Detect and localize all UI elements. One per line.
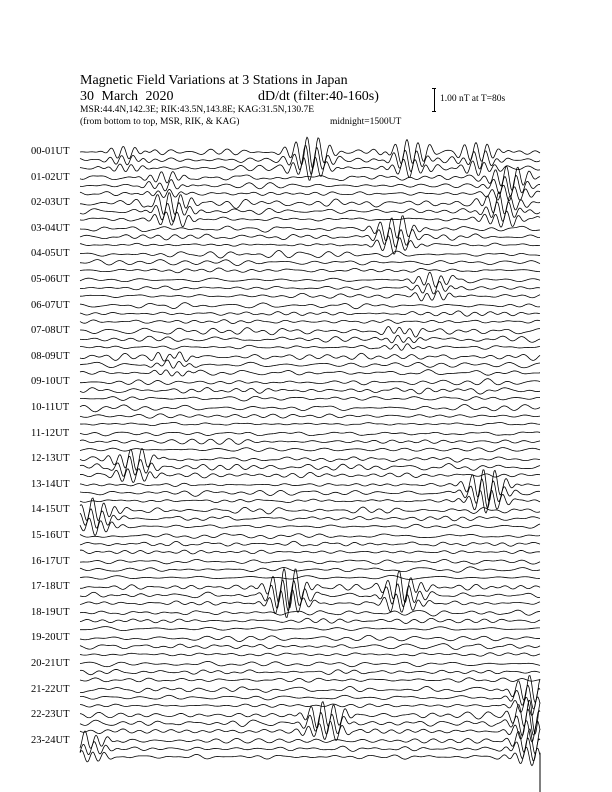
station-trace: [80, 479, 540, 508]
station-trace: [80, 590, 540, 618]
station-trace: [80, 360, 540, 368]
station-trace: [80, 370, 540, 376]
hour-label: 11-12UT: [31, 427, 70, 439]
hour-label: 04-05UT: [31, 248, 70, 260]
station-trace: [80, 469, 540, 483]
station-trace: [80, 405, 540, 412]
hour-label: 15-16UT: [31, 530, 70, 541]
station-trace: [80, 653, 540, 656]
station-trace: [80, 291, 540, 301]
station-trace: [80, 396, 540, 401]
station-trace: [80, 192, 540, 215]
station-trace: [80, 432, 540, 436]
hour-label: 16-17UT: [31, 555, 70, 567]
station-coordinates: MSR:44.4N,142.3E; RIK:43.5N,143.8E; KAG:31.5N,130.7E: [80, 105, 315, 115]
station-trace: [80, 236, 540, 254]
station-trace: [80, 575, 540, 579]
station-trace: [80, 618, 540, 623]
station-trace: [80, 550, 540, 554]
hour-label: 19-20UT: [31, 632, 70, 644]
station-trace: [80, 635, 540, 641]
station-trace: [80, 282, 540, 294]
station-trace: [80, 379, 540, 385]
hour-label: 06-07UT: [31, 299, 70, 311]
hour-label: 21-22UT: [31, 683, 70, 695]
station-trace: [80, 388, 540, 395]
scale-label: 1.00 nT at T=80s: [440, 94, 506, 104]
station-trace: [80, 610, 540, 616]
station-trace: [80, 344, 540, 350]
hour-label: 23-24UT: [31, 734, 70, 746]
filter-label: dD/dt (filter:40-160s): [258, 89, 379, 104]
station-trace: [80, 335, 540, 343]
station-trace: [80, 185, 540, 201]
hour-label: 18-19UT: [31, 606, 70, 618]
station-trace: [80, 541, 540, 546]
chart-date: 30 March 2020: [80, 89, 174, 104]
hour-label: 10-11UT: [31, 402, 70, 413]
station-trace: [80, 211, 540, 227]
hour-label: 12-13UT: [31, 453, 70, 465]
station-order-note: (from bottom to top, MSR, RIK, & KAG): [80, 117, 240, 127]
hour-label: 00-01UT: [31, 146, 70, 157]
station-trace: [80, 567, 540, 572]
station-trace: [80, 303, 540, 309]
chart-title: Magnetic Field Variations at 3 Stations in Japan: [80, 73, 348, 88]
hour-label: 22-23UT: [31, 709, 70, 721]
station-trace: [80, 260, 540, 266]
hour-label: 13-14UT: [31, 478, 70, 490]
hour-label: 17-18UT: [31, 581, 70, 593]
station-trace: [80, 320, 540, 324]
hour-label: 05-06UT: [31, 274, 70, 285]
station-trace: [80, 352, 540, 362]
station-trace: [80, 146, 540, 175]
station-trace: [80, 627, 540, 631]
hour-label: 01-02UT: [31, 171, 70, 183]
station-trace: [80, 268, 540, 273]
station-trace: [80, 414, 540, 418]
station-trace: [80, 439, 540, 445]
station-trace: [80, 448, 540, 452]
station-trace: [80, 661, 540, 666]
station-trace: [80, 644, 540, 650]
station-trace: [80, 251, 540, 258]
hour-label: 02-03UT: [31, 197, 70, 209]
station-trace: [80, 669, 540, 674]
station-trace: [80, 490, 540, 513]
hour-label: 03-04UT: [31, 222, 70, 234]
station-trace: [80, 272, 540, 287]
station-trace: [80, 534, 540, 539]
station-trace: [80, 559, 540, 564]
station-trace: [80, 327, 540, 338]
hour-label: 14-15UT: [31, 504, 70, 516]
station-trace: [80, 721, 540, 742]
hour-label: 07-08UT: [31, 325, 70, 337]
hour-label: 20-21UT: [31, 658, 70, 669]
station-trace: [80, 568, 540, 607]
station-trace: [80, 747, 540, 765]
midnight-note: midnight=1500UT: [330, 117, 402, 127]
station-trace: [80, 311, 540, 316]
station-trace: [80, 678, 540, 682]
hour-label: 08-09UT: [31, 350, 70, 362]
station-trace: [80, 422, 540, 425]
hour-label: 09-10UT: [31, 376, 70, 388]
